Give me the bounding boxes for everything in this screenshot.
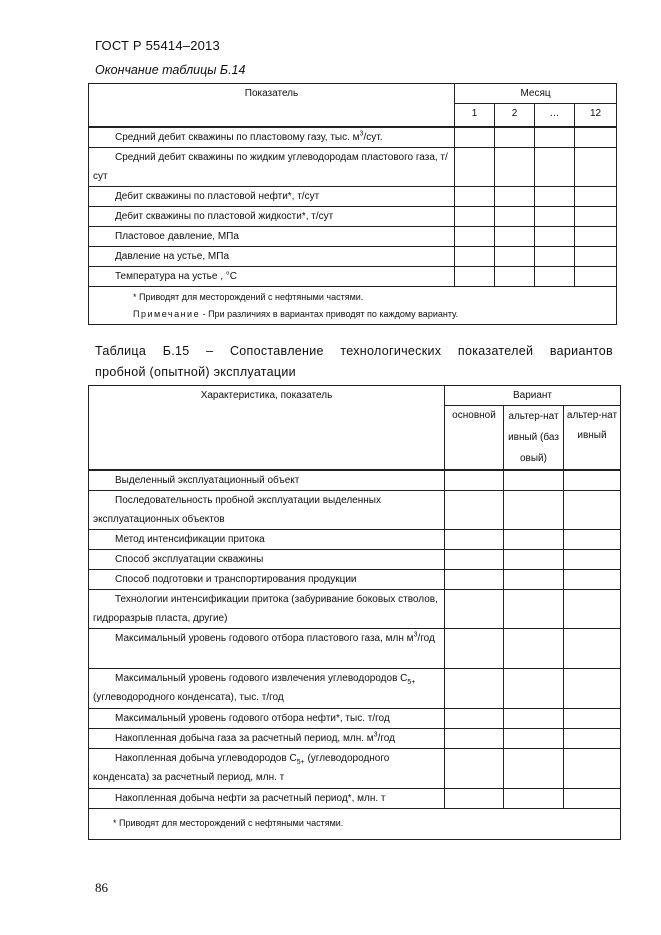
variant-header: альтер-нативный xyxy=(564,406,621,471)
doc-code: ГОСТ Р 55414–2013 xyxy=(95,38,220,53)
table-cell xyxy=(564,550,621,570)
table-cell xyxy=(564,749,621,789)
table-cell xyxy=(455,246,495,266)
table-cell xyxy=(564,590,621,629)
table-cell xyxy=(564,470,621,491)
table-cell xyxy=(445,749,504,789)
variant-header: основной xyxy=(445,406,504,471)
table-cell xyxy=(495,186,535,206)
table-cell xyxy=(495,246,535,266)
table-row-label: Способ подготовки и транспортирования продукции xyxy=(89,570,445,590)
table-cell xyxy=(535,186,575,206)
table-cell xyxy=(504,590,564,629)
table-row-label: Давление на устье, МПа xyxy=(89,246,455,266)
table-cell xyxy=(495,226,535,246)
table-row-label: Максимальный уровень годового извлечения углеводородов $С_{5+}$ (углеводородного конденсата), тыс. т/год xyxy=(89,669,445,709)
footnote-text: * Приводят для месторождений с нефтяными частями. xyxy=(133,291,364,302)
page-number: 86 xyxy=(95,880,108,895)
table-cell xyxy=(455,226,495,246)
table-b15-title-line1: Таблица Б.15 – Сопоставление технологических показателей вариантов xyxy=(95,344,613,358)
table-cell xyxy=(495,206,535,226)
table-cell xyxy=(495,266,535,286)
table-cell xyxy=(504,629,564,669)
table-continuation-title: Окончание таблицы Б.14 xyxy=(95,63,246,77)
table-row-label: Технологии интенсификации притока (забуривание боковых стволов, гидроразрыв пласта, другие) xyxy=(89,590,445,629)
table-row-label: Средний дебит скважины по пластовому газу, тыс. $м^3$/сут. xyxy=(89,127,455,148)
table-row-label: Дебит скважины по пластовой нефти*, т/сут xyxy=(89,186,455,206)
table-b15 xyxy=(88,385,621,840)
table-cell xyxy=(564,789,621,809)
col-indicator-header: Показатель xyxy=(89,84,455,127)
table-cell xyxy=(504,729,564,749)
table-cell xyxy=(504,570,564,590)
table-row-label: Температура на устье , °С xyxy=(89,266,455,286)
table-row-label: Накопленная добыча газа за расчетный период, млн. $м^3$/год xyxy=(89,729,445,749)
table-cell xyxy=(504,749,564,789)
table-cell xyxy=(535,127,575,148)
table-cell xyxy=(535,206,575,226)
table-cell xyxy=(564,570,621,590)
table-cell xyxy=(445,669,504,709)
table-cell xyxy=(535,266,575,286)
table-cell xyxy=(564,530,621,550)
table-cell xyxy=(445,570,504,590)
note-text: Примечание - При различиях в вариантах приводят по каждому варианту. xyxy=(133,308,459,319)
table-cell xyxy=(455,266,495,286)
table-cell xyxy=(535,226,575,246)
table-cell xyxy=(575,266,617,286)
table-cell xyxy=(445,550,504,570)
table-row-label: Максимальный уровень годового отбора нефти*, тыс. т/год xyxy=(89,709,445,729)
table-footnote: * Приводят для месторождений с нефтяными частями. xyxy=(89,809,621,840)
table-cell xyxy=(575,147,617,186)
table-cell xyxy=(455,186,495,206)
col-variant-header: Вариант xyxy=(445,386,621,406)
table-cell xyxy=(575,186,617,206)
table-cell xyxy=(455,127,495,148)
month-header: 2 xyxy=(495,104,535,127)
table-cell xyxy=(445,470,504,491)
table-b14 xyxy=(88,83,617,325)
table-row-label: Выделенный эксплуатационный объект xyxy=(89,470,445,491)
table-cell xyxy=(504,550,564,570)
table-cell xyxy=(504,530,564,550)
variant-header: альтер-нативный (базовый) xyxy=(504,406,564,471)
table-cell xyxy=(504,789,564,809)
table-cell xyxy=(504,669,564,709)
table-cell xyxy=(564,669,621,709)
table-cell xyxy=(504,491,564,530)
table-cell xyxy=(535,246,575,266)
table-cell xyxy=(564,709,621,729)
table-cell xyxy=(445,729,504,749)
table-row-label: Средний дебит скважины по жидким углеводородам пластового газа, т/сут xyxy=(89,147,455,186)
table-cell xyxy=(575,127,617,148)
col-month-header: Месяц xyxy=(455,84,617,104)
table-row-label: Последовательность пробной эксплуатации выделенных эксплуатационных объектов xyxy=(89,491,445,530)
table-cell xyxy=(445,590,504,629)
table-row-label: Максимальный уровень годового отбора пластового газа, млн $м^3$/год xyxy=(89,629,445,669)
table-row-label: Способ эксплуатации скважины xyxy=(89,550,445,570)
table-cell xyxy=(445,789,504,809)
table-row-label: Метод интенсификации притока xyxy=(89,530,445,550)
table-cell xyxy=(445,530,504,550)
table-cell xyxy=(495,147,535,186)
table-cell xyxy=(495,127,535,148)
table-cell xyxy=(575,206,617,226)
table-b15-title-line2: пробной (опытной) эксплуатации xyxy=(95,365,296,379)
table-footnote xyxy=(89,286,617,324)
table-row-label: Накопленная добыча нефти за расчетный период*, млн. т xyxy=(89,789,445,809)
table-cell xyxy=(575,246,617,266)
table-cell xyxy=(455,206,495,226)
table-cell xyxy=(445,491,504,530)
table-cell xyxy=(564,491,621,530)
table-cell xyxy=(535,147,575,186)
table-cell xyxy=(504,470,564,491)
month-header: 1 xyxy=(455,104,495,127)
month-header: … xyxy=(535,104,575,127)
table-cell xyxy=(445,629,504,669)
table-row-label: Пластовое давление, МПа xyxy=(89,226,455,246)
table-cell xyxy=(564,629,621,669)
month-header: 12 xyxy=(575,104,617,127)
table-cell xyxy=(564,729,621,749)
table-cell xyxy=(575,226,617,246)
table-cell xyxy=(445,709,504,729)
col-characteristic-header: Характеристика, показатель xyxy=(89,386,445,471)
table-cell xyxy=(455,147,495,186)
table-cell xyxy=(504,709,564,729)
table-row-label: Дебит скважины по пластовой жидкости*, т/сут xyxy=(89,206,455,226)
table-row-label: Накопленная добыча углеводородов $С_{5+}$ (углеводородного конденсата) за расчетный период, млн. т xyxy=(89,749,445,789)
